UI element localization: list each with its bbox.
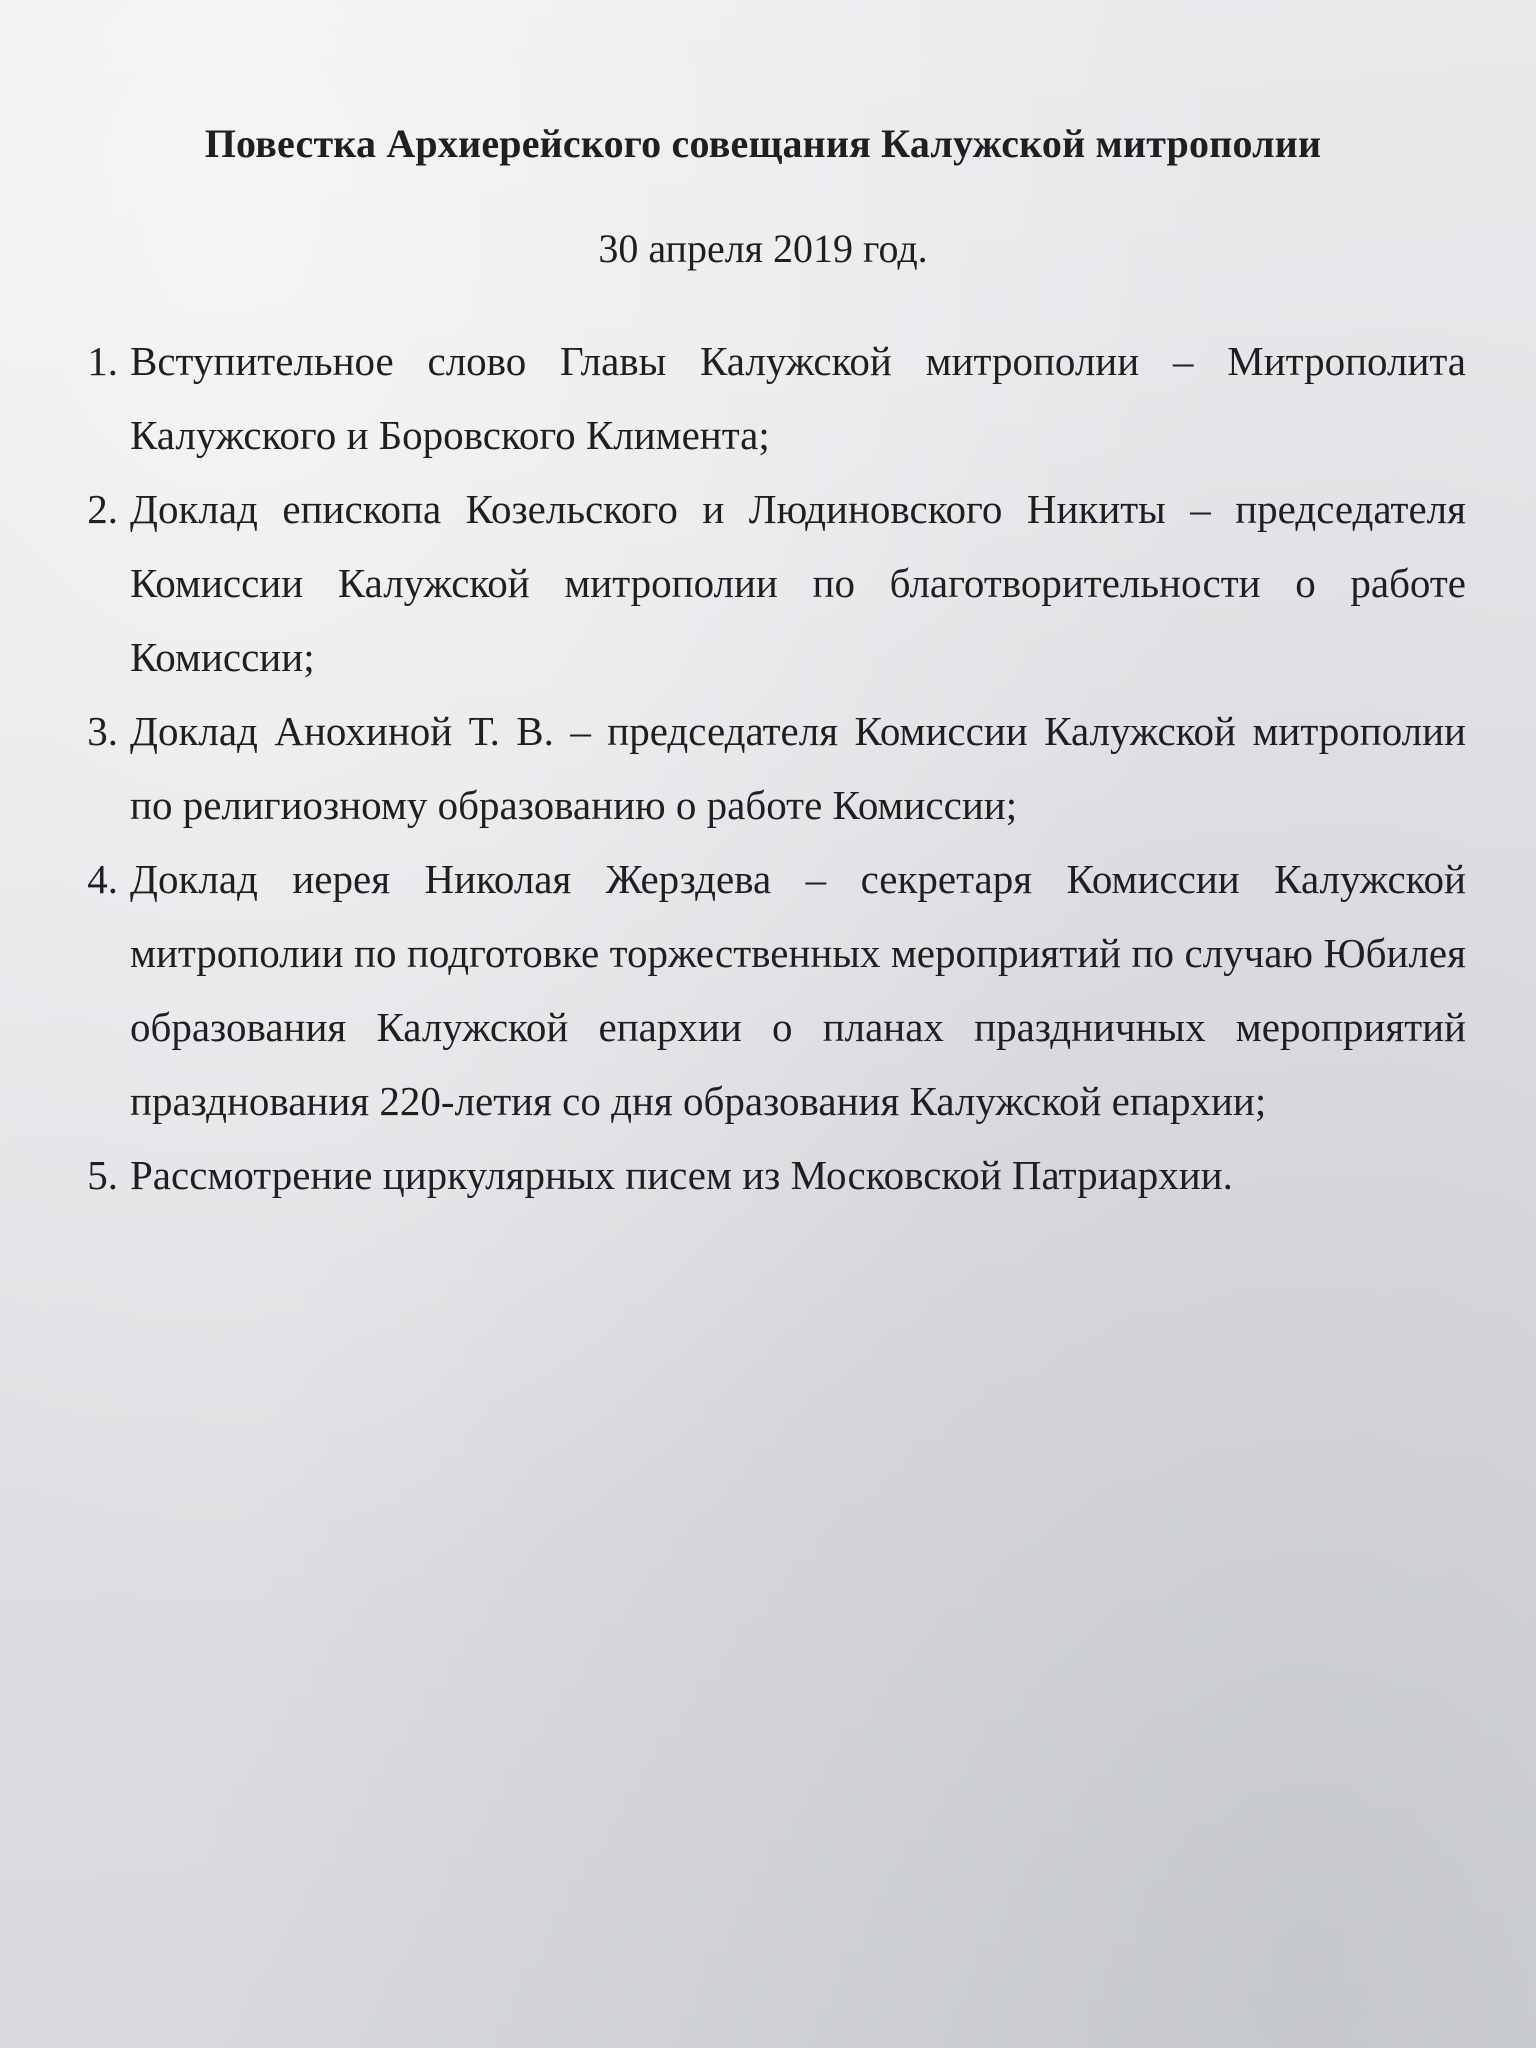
agenda-item-number: 5. <box>87 1152 118 1198</box>
agenda-item-number: 3. <box>87 708 118 754</box>
agenda-item-text: Доклад Анохиной Т. В. – председателя Комиссии Калужской митрополии по религиозному образованию о работе Комиссии; <box>130 708 1466 828</box>
agenda-item-text: Вступительное слово Главы Калужской митрополии – Митрополита Калужского и Боровского Климента; <box>130 338 1466 458</box>
agenda-item-number: 2. <box>87 486 118 532</box>
document-title: Повестка Архиерейского совещания Калужской митрополии <box>204 121 1322 166</box>
agenda-item-text: Доклад иерея Николая Жерздева – секретаря Комиссии Калужской митрополии по подготовке торжественных мероприятий по случаю Юбилея образования Калужской епархии о планах праздничных мероприятий празднования 220-летия со дня образования Калужской епархии; <box>130 856 1466 1124</box>
agenda-item-4 <box>60 842 1466 1138</box>
agenda-item-text: Доклад епископа Козельского и Людиновского Никиты – председателя Комиссии Калужской митрополии по благотворительности о работе Комиссии; <box>130 486 1466 680</box>
agenda-item-3 <box>60 694 1466 842</box>
agenda-item-number: 4. <box>87 856 118 902</box>
agenda-list <box>60 324 1466 1212</box>
agenda-item-1 <box>60 324 1466 472</box>
agenda-item-number: 1. <box>87 338 118 384</box>
document-date: 30 апреля 2019 год. <box>598 226 928 271</box>
agenda-item-text: Рассмотрение циркулярных писем из Московской Патриархии. <box>130 1152 1233 1198</box>
agenda-item-2 <box>60 472 1466 694</box>
agenda-item-5 <box>60 1138 1466 1212</box>
